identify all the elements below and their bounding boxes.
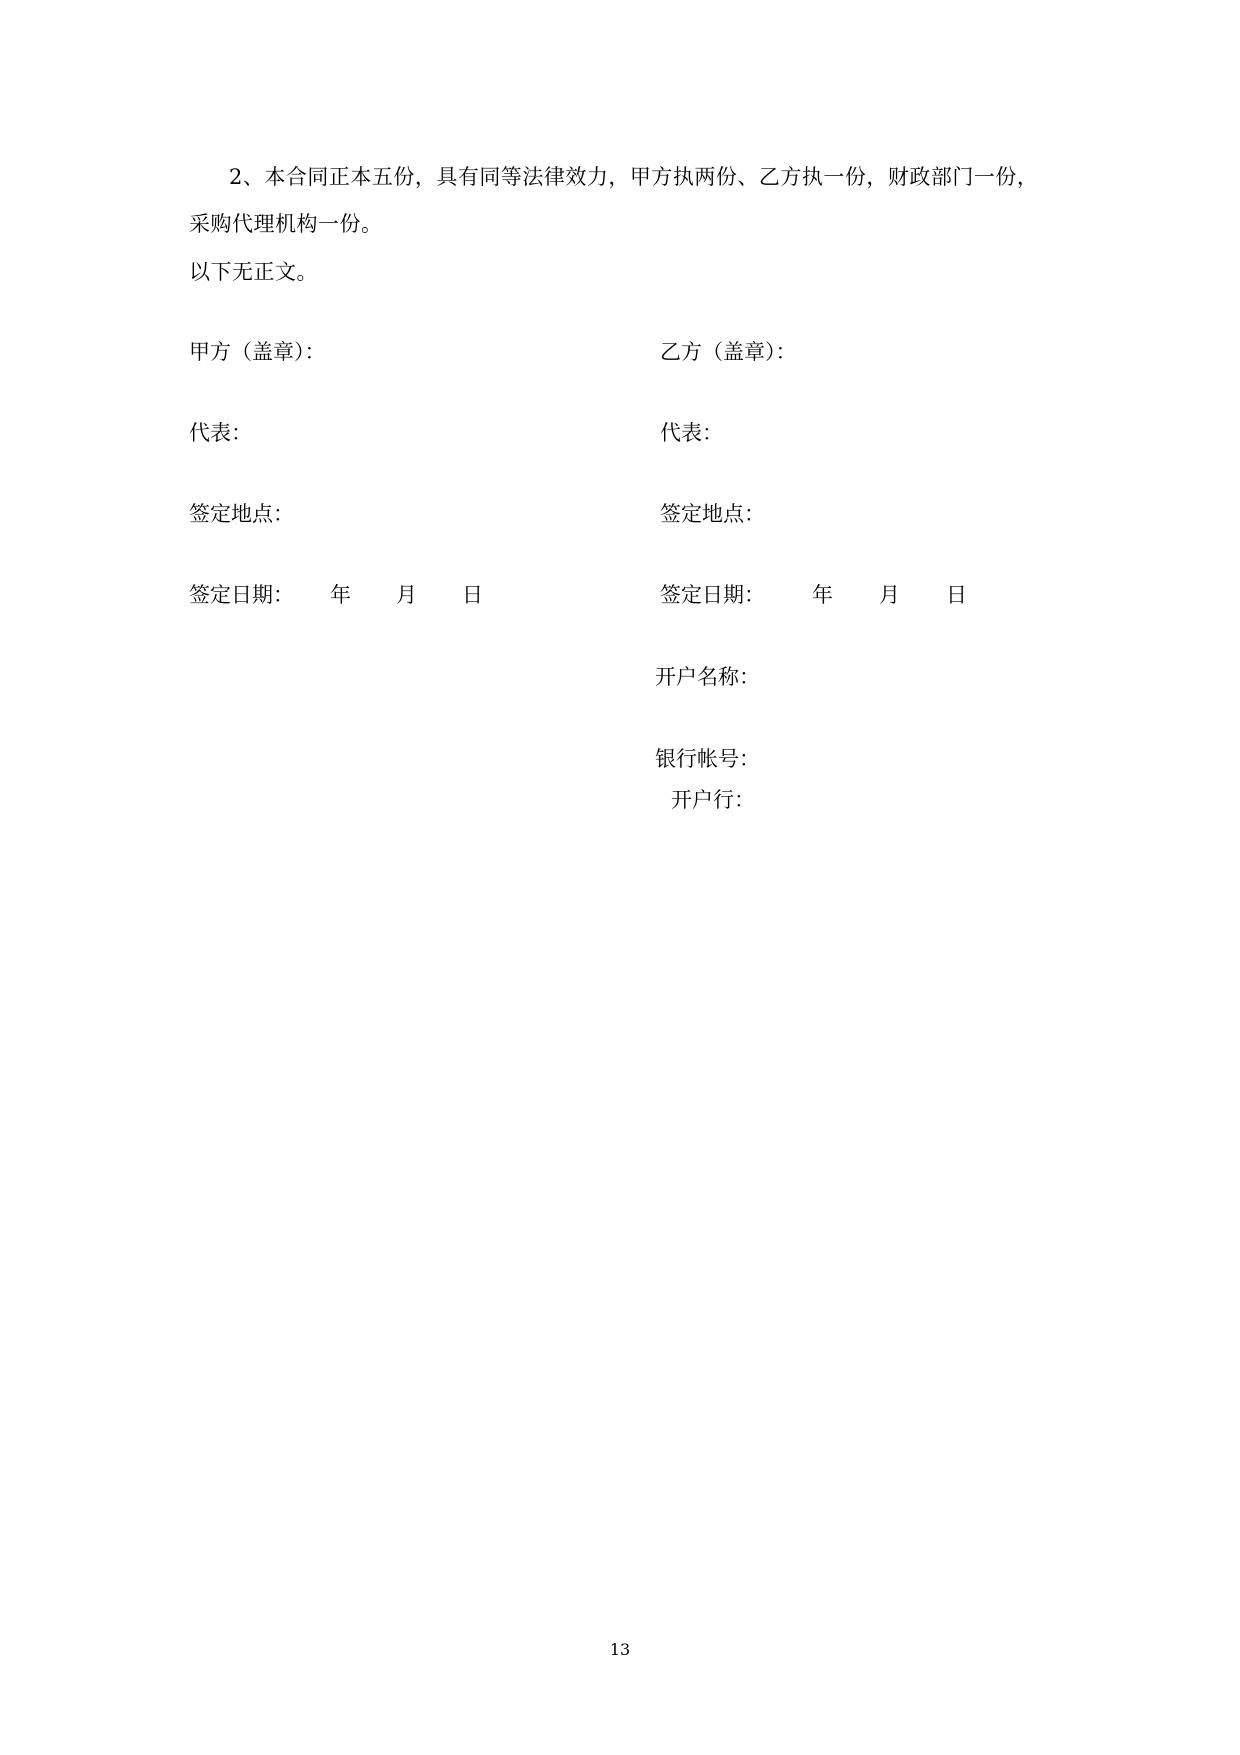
party-b-month-label: 月: [879, 583, 900, 607]
clause-2-line-1: 2、本合同正本五份，具有同等法律效力，甲方执两份、乙方执一份，财政部门一份，: [229, 165, 1039, 189]
party-a-year-label: 年: [330, 583, 351, 607]
page-number: 13: [609, 1640, 631, 1659]
party-b-bank-label: 开户行：: [671, 788, 755, 812]
no-more-text-note: 以下无正文。: [189, 260, 318, 284]
party-b-date-label: 签定日期：: [660, 583, 765, 607]
party-b-day-label: 日: [946, 583, 967, 607]
party-b-bank-account-label: 银行帐号：: [655, 747, 760, 771]
party-b-representative-label: 代表：: [660, 421, 723, 445]
party-b-year-label: 年: [812, 583, 833, 607]
party-a-month-label: 月: [396, 583, 417, 607]
party-b-account-name-label: 开户名称：: [655, 665, 760, 689]
party-b-seal-label: 乙方（盖章）：: [660, 340, 797, 364]
party-a-day-label: 日: [462, 583, 483, 607]
party-a-representative-label: 代表：: [189, 421, 252, 445]
party-a-date-label: 签定日期：: [189, 583, 294, 607]
party-a-seal-label: 甲方（盖章）：: [189, 340, 326, 364]
party-a-place-label: 签定地点：: [189, 502, 294, 526]
party-b-place-label: 签定地点：: [660, 502, 765, 526]
clause-2-line-2: 采购代理机构一份。: [189, 212, 383, 236]
